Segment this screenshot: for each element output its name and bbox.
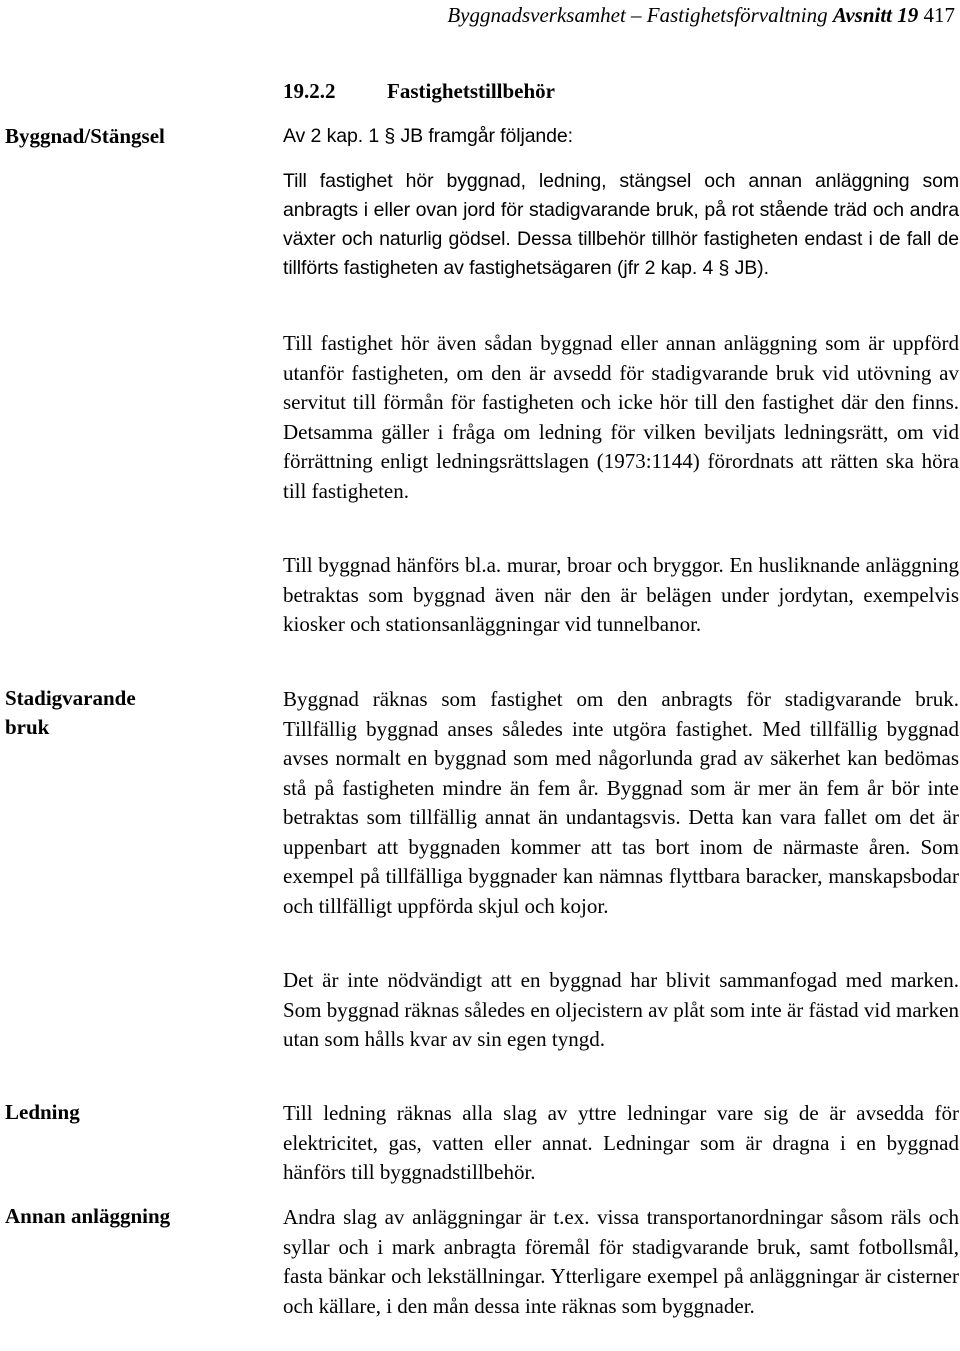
page-header [447,2,955,28]
body-paragraph: Det är inte nödvändigt att en byggnad har blivit sammanfogad med marken. Som byggnad räknas således en oljecistern av plåt som inte är fästad vid marken utan som hålls kvar av sin egen tyngd. [283,968,959,1051]
intro-paragraph: Av 2 kap. 1 § JB framgår följande: [283,125,573,147]
margin-note-line: bruk [5,715,50,739]
body-paragraph: Byggnad räknas som fastighet om den anbragts för stadigvarande bruk. Tillfällig byggnad anses således inte utgöra fastighet. Med tillfällig byggnad avses normalt en byggnad som med någorlunda grad av säkerhet kan bedömas stå på fastigheten mindre än fem år. Byggnad som är mer än fem år bör inte betraktas som tillfällig annat än undantagsvis. Detta kan vara fallet om det är uppenbart att byggnaden kommer att tas bort inom de närmaste åren. Som exempel på tillfälliga byggnader kan nämnas flyttbara baracker, manskapsbodar och tillfälligt uppförda skjul och kojor. [283,687,959,918]
margin-note-ledning: Ledning [5,1100,80,1124]
margin-note-stadigvarande-bruk [5,684,235,742]
body-paragraph: Till ledning räknas alla slag av yttre ledningar vare sig de är avsedda för elektricitet, gas, vatten eller annat. Ledningar som är dragna i en byggnad hänförs till byggnadstillbehör. [283,1101,959,1184]
body-paragraph: Till fastighet hör även sådan byggnad eller annan anläggning som är uppförd utanför fastigheten, om den är avsedd för stadigvarande bruk vid utövning av servitut till förmån för fastigheten och icke hör till den fastighet där den finns. Detsamma gäller i fråga om ledning för vilken beviljats ledningsrätt, om vid förrättning enligt ledningsrättslagen (1973:1144) förordnats att rätten ska höra till fastigheten. [283,331,959,503]
body-paragraph: Till byggnad hänförs bl.a. murar, broar och bryggor. En husliknande anläggning betraktas som byggnad även när den är belägen under jordytan, exempelvis kiosker och stationsanläggningar vid tunnelbanor. [283,553,959,636]
section-title: Fastighetstillbehör [387,79,555,103]
margin-note-line: Stadigvarande [5,686,136,710]
quoted-law-text: Till fastighet hör byggnad, ledning, stängsel och annan anläggning som anbragts i eller ovan jord för stadigvarande bruk, på rot stående träd och andra växter och naturlig gödsel. Dessa tillbehör tillhör fastigheten endast i de fall de tillförts fastigheten av fastighetsägaren (jfr 2 kap. 4 § JB). [283,170,959,279]
page-number: 417 [923,3,955,27]
section-label: Avsnitt 19 [832,3,919,27]
margin-note-annan-anlaggning: Annan anläggning [5,1204,171,1228]
section-number: 19.2.2 [283,79,336,103]
running-title: Byggnadsverksamhet – Fastighetsförvaltning [447,3,828,27]
margin-note-byggnad-stangsel: Byggnad/Stängsel [5,124,165,148]
section-heading [283,78,555,104]
body-paragraph: Andra slag av anläggningar är t.ex. vissa transportanordningar såsom räls och syllar och i mark anbragta föremål för stadigvarande bruk, samt fotbollsmål, fasta bänkar och lekställningar. Ytterligare exempel på anläggningar är cisterner och källare, i den mån dessa inte räknas som byggnader. [283,1205,959,1318]
